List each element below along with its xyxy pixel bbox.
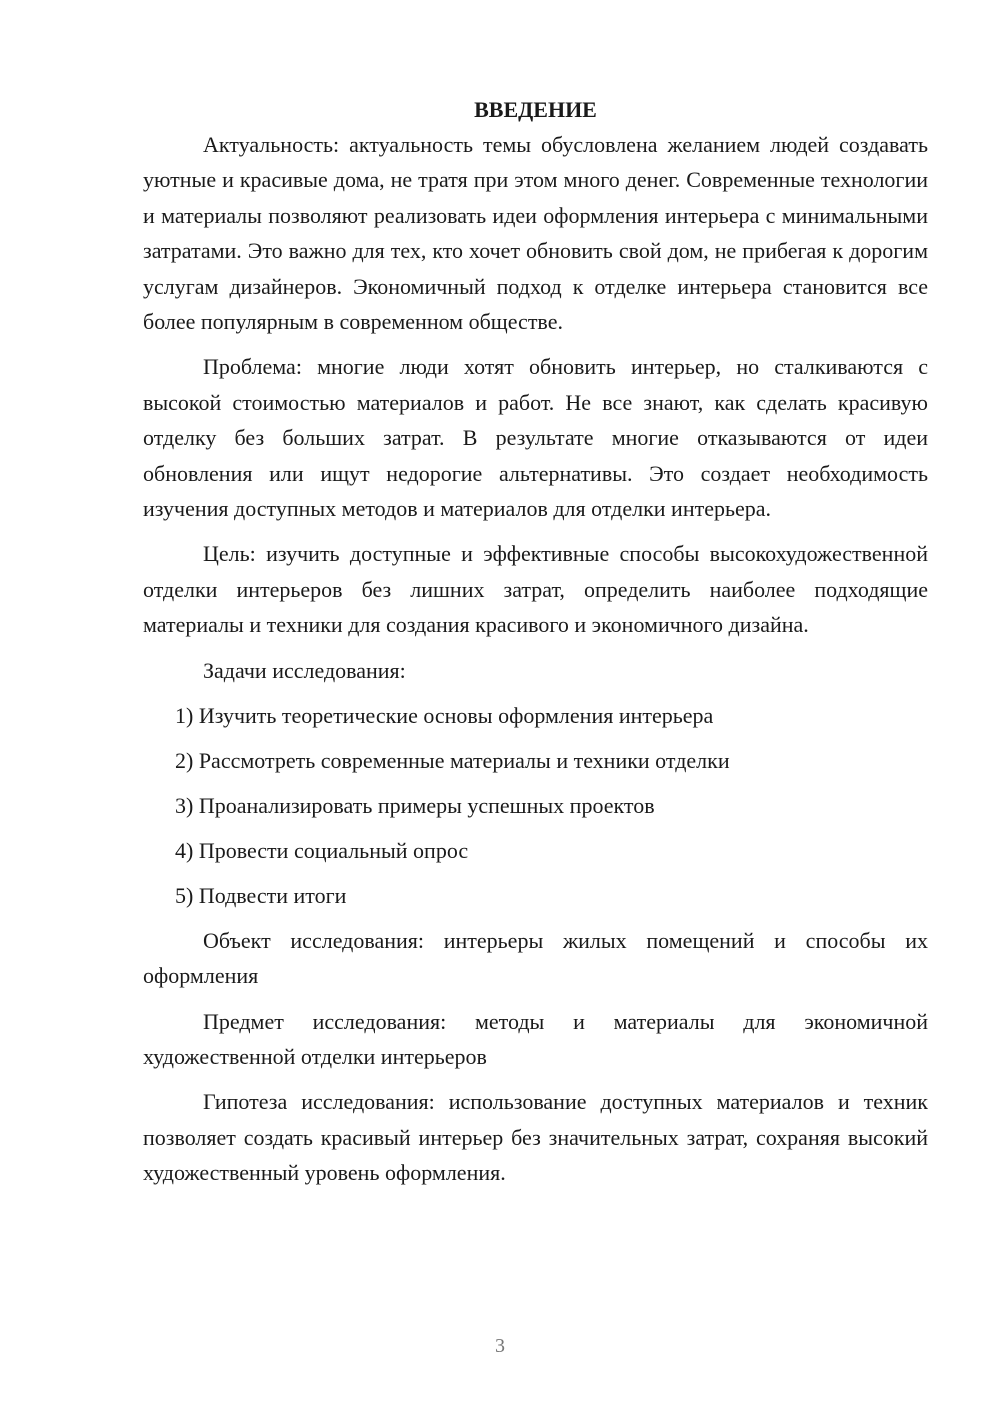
document-page xyxy=(143,92,928,1191)
page-title: ВВЕДЕНИЕ xyxy=(474,97,597,122)
task-item: 4) Провести социальный опрос xyxy=(175,837,469,863)
task-item: 2) Рассмотреть современные материалы и техники отделки xyxy=(175,747,730,773)
paragraph-relevance: Актуальность: актуальность темы обусловлена желанием людей создавать уютные и красивые дома, не тратя при этом много денег. Современные технологии и материалы позволяют реализовать идеи оформления интерьера с минимальными затратами. Это важно для тех, кто хочет обновить свой дом, не прибегая к дорогим услугам дизайнеров. Экономичный подход к отделке интерьера становится все более популярным в современном обществе. xyxy=(143,132,928,335)
task-item: 5) Подвести итоги xyxy=(175,882,347,908)
tasks-heading: Задачи исследования: xyxy=(203,657,406,683)
paragraph-hypothesis: Гипотеза исследования: использование доступных материалов и техник позволяет создать красивый интерьер без значительных затрат, сохраняя высокий художественный уровень оформления. xyxy=(143,1089,928,1186)
paragraph-goal: Цель: изучить доступные и эффективные способы высокохудожественной отделки интерьеров без лишних затрат, определить наиболее подходящие материалы и техники для создания красивого и экономичного дизайна. xyxy=(143,541,928,638)
task-item: 3) Проанализировать примеры успешных проектов xyxy=(175,792,655,818)
paragraph-subject: Предмет исследования: методы и материалы для экономичной художественной отделки интерьеров xyxy=(143,1008,928,1069)
task-item: 1) Изучить теоретические основы оформления интерьера xyxy=(175,702,714,728)
page-number: 3 xyxy=(495,1335,505,1357)
paragraph-object: Объект исследования: интерьеры жилых помещений и способы их оформления xyxy=(143,927,928,989)
tasks-list xyxy=(143,698,928,913)
paragraph-problem: Проблема: многие люди хотят обновить интерьер, но сталкиваются с высокой стоимостью материалов и работ. Не все знают, как сделать красивую отделку без больших затрат. В результате многие отказываются от идеи обновления или ищут недорогие альтернативы. Это создает необходимость изучения доступных методов и материалов для отделки интерьера. xyxy=(143,354,928,522)
